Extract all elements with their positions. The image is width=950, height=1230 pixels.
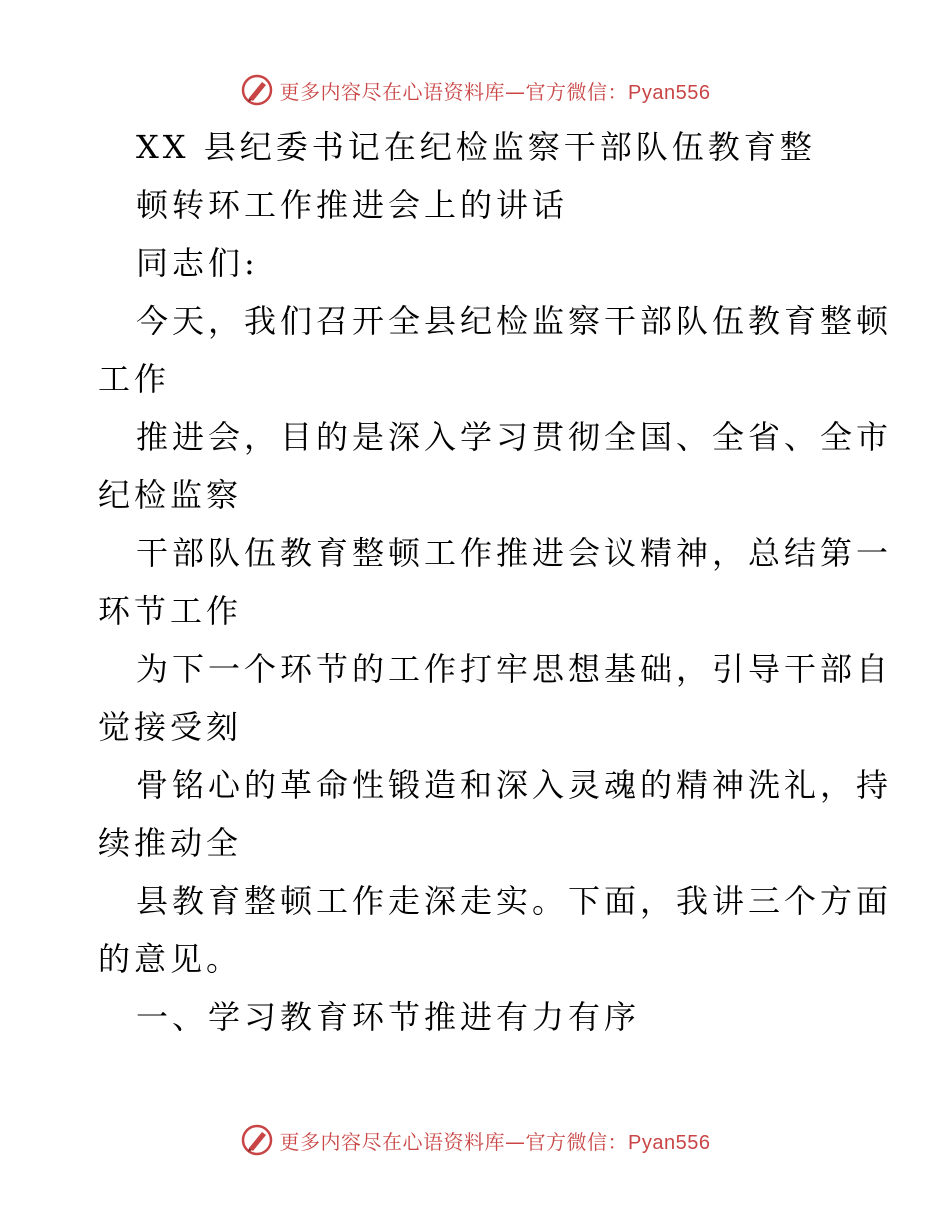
paragraph-line: 环节工作	[98, 592, 243, 630]
header-watermark-banner	[0, 70, 950, 110]
watermark-handle: Pyan556	[628, 1131, 711, 1154]
pen-logo-icon	[240, 1123, 274, 1157]
paragraph-line: 县教育整顿工作走深走实。下面，我讲三个方面	[136, 882, 893, 920]
paragraph-line: 续推动全	[98, 824, 243, 862]
paragraph-line: 工作	[98, 360, 171, 398]
paragraph-line: 干部队伍教育整顿工作推进会议精神，总结第一	[136, 534, 893, 572]
paragraph-line: 觉接受刻	[98, 708, 243, 746]
paragraph-line: 的意见。	[98, 940, 243, 978]
watermark-text: 更多内容尽在心语资料库—官方微信：Pyan556	[279, 1129, 711, 1154]
paragraph-line: 骨铭心的革命性锻造和深入灵魂的精神洗礼，持	[136, 766, 893, 804]
section-heading: 一、学习教育环节推进有力有序	[136, 998, 641, 1036]
watermark-handle: Pyan556	[628, 81, 711, 104]
watermark-text: 更多内容尽在心语资料库—官方微信：Pyan556	[279, 79, 711, 104]
paragraph-line: 纪检监察	[98, 476, 243, 514]
paragraph-line: 推进会，目的是深入学习贯彻全国、全省、全市	[136, 418, 893, 456]
footer-watermark-banner	[0, 1120, 950, 1160]
paragraph-line: 今天，我们召开全县纪检监察干部队伍教育整顿	[136, 302, 893, 340]
paragraph-line: 为下一个环节的工作打牢思想基础，引导干部自	[136, 650, 893, 688]
document-title-line-1: XX 县纪委书记在纪检监察干部队伍教育整	[136, 128, 816, 166]
document-body	[98, 118, 893, 1046]
document-title-line-2: 顿转环工作推进会上的讲话	[136, 186, 569, 224]
greeting: 同志们:	[136, 244, 259, 282]
pen-logo-icon	[240, 73, 274, 107]
